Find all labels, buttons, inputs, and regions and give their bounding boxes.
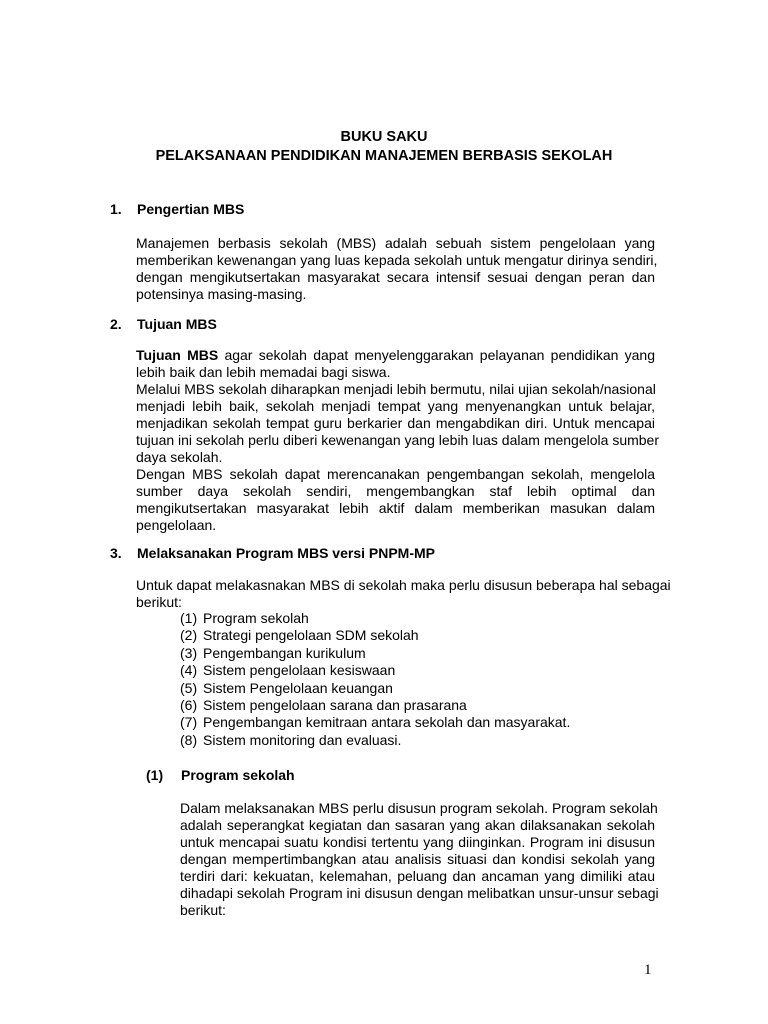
paragraph-line: Dengan MBS sekolah dapat merencanakan pengembangan sekolah, mengelola (136, 466, 655, 482)
subsection-number: (1) (146, 767, 164, 783)
list-item-number: (7) (180, 714, 198, 731)
list-item-number: (4) (180, 662, 198, 679)
paragraph-line: Untuk dapat melakasnakan MBS di sekolah maka perlu disusun beberapa hal sebagai (136, 577, 671, 593)
paragraph-line: mengikutsertakan masyarakat lebih aktif dalam memberikan masukan dalam (136, 500, 655, 516)
paragraph-line: terdiri dari: kekuatan, kelemahan, peluang dan ancaman yang dimiliki atau (180, 868, 655, 884)
paragraph-line: potensinya masing-masing. (136, 286, 307, 302)
paragraph-line: berikut: (136, 594, 182, 610)
list-item-text: Pengembangan kemitraan antara sekolah dan masyarakat. (203, 714, 571, 731)
paragraph-line: dengan mempertimbangkan atau analisis situasi dan kondisi sekolah yang (180, 851, 655, 867)
subsection-title: Program sekolah (181, 767, 295, 783)
paragraph-line: dihadapi sekolah Program ini disusun dengan melibatkan unsur-unsur sebagi (180, 885, 659, 901)
section-number: 3. (110, 545, 122, 561)
paragraph-line: dengan mengikutsertakan masyarakat secara intensif sesuai dengan peran dan (136, 269, 655, 285)
section-title: Pengertian MBS (137, 201, 245, 217)
list-item-text: Sistem pengelolaan kesiswaan (203, 662, 396, 679)
paragraph-line: memberikan kewenangan yang luas kepada sekolah untuk mengatur dirinya sendiri, (136, 252, 658, 268)
list-item-text: Sistem monitoring dan evaluasi. (203, 731, 402, 748)
paragraph-line: tujuan ini sekolah perlu diberi kewenangan yang lebih luas dalam mengelola sumber (136, 432, 659, 448)
list-item-number: (5) (180, 679, 198, 696)
subsection-heading (146, 766, 446, 784)
bold-lead: Tujuan MBS (136, 347, 219, 363)
list-item-text: Sistem Pengelolaan keuangan (203, 679, 393, 696)
paragraph-line: Dalam melaksanakan MBS perlu disusun program sekolah. Program sekolah (180, 800, 658, 816)
list-item-number: (1) (180, 610, 198, 626)
section-number: 2. (110, 316, 122, 332)
paragraph-line: lebih baik dan lebih memadai bagi siswa. (136, 364, 391, 380)
list-item-text: Program sekolah (203, 610, 309, 626)
list-item-number: (3) (180, 644, 198, 661)
document-subtitle: PELAKSANAAN PENDIDIKAN MANAJEMEN BERBASIS SEKOLAH (155, 148, 613, 164)
list-item-text: Pengembangan kurikulum (203, 644, 366, 661)
section-number: 1. (110, 201, 122, 217)
subsection-paragraph (180, 800, 659, 919)
section-heading-3 (110, 544, 510, 562)
lead-rest: agar sekolah dapat menyelenggarakan pelayanan pendidikan yang (218, 347, 655, 363)
section-heading-1 (110, 200, 410, 218)
paragraph-line: daya sekolah. (136, 449, 223, 465)
paragraph-line (136, 347, 655, 364)
page-number: 1 (644, 962, 652, 978)
paragraph-line: adalah seperangkat kegiatan dan sasaran yang akan dilaksanakan sekolah (180, 817, 655, 833)
list-item-text: Sistem pengelolaan sarana dan prasarana (203, 696, 467, 713)
paragraph-line: menjadikan sekolah tempat guru berkarier dan mengabdikan diri. Untuk mencapai (136, 415, 655, 431)
paragraph-line: Manajemen berbasis sekolah (MBS) adalah sebuah sistem pengelolaan yang (136, 235, 655, 251)
paragraph-line: untuk mencapai suatu kondisi tertentu yang diinginkan. Program ini disusun (180, 834, 655, 850)
document-title: BUKU SAKU (340, 129, 428, 145)
paragraph-line: Melalui MBS sekolah diharapkan menjadi lebih bermutu, nilai ujian sekolah/nasional (136, 381, 656, 397)
list-item-number: (2) (180, 627, 198, 644)
section-1-paragraph (136, 235, 658, 303)
paragraph-line: pengelolaan. (136, 517, 217, 533)
list-item-number: (6) (180, 696, 198, 713)
paragraph-line: menjadi lebih baik, sekolah menjadi tempat yang menyenangkan untuk belajar, (136, 398, 655, 414)
section-3-paragraph (136, 577, 671, 611)
section-2-paragraph (136, 347, 659, 534)
section-title: Tujuan MBS (137, 316, 217, 332)
section-heading-2 (110, 315, 410, 333)
paragraph-line: sumber daya sekolah sendiri, mengembangkan staf lebih optimal dan (136, 483, 655, 499)
paragraph-line: berikut: (180, 902, 226, 918)
list-item-text: Strategi pengelolaan SDM sekolah (203, 627, 419, 644)
list-item-number: (8) (180, 731, 198, 748)
section-title: Melaksanakan Program MBS versi PNPM-MP (137, 545, 435, 561)
